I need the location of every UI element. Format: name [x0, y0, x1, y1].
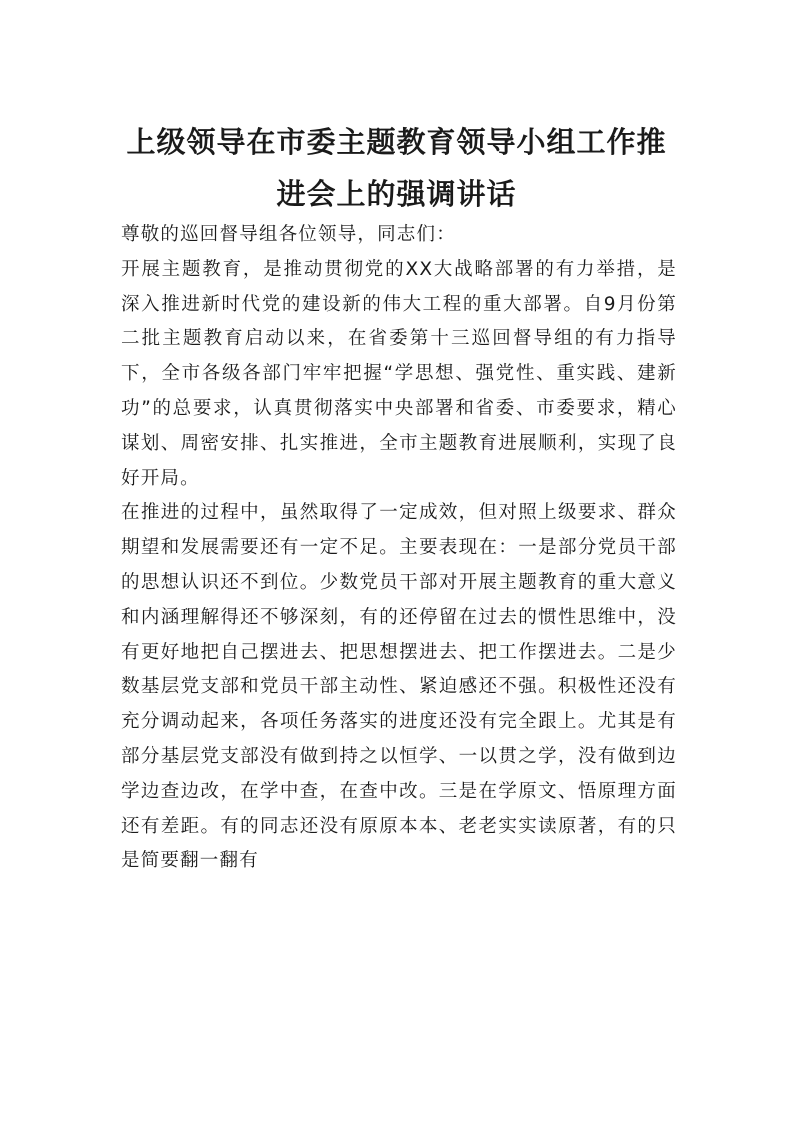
- paragraph-2: 在推进的过程中，虽然取得了一定成效，但对照上级要求、群众期望和发展需要还有一定不足。主要表现在：一是部分党员干部的思想认识还不到位。少数党员干部对开展主题教育的重大意义和内涵理解得还不够深刻，有的还停留在过去的惯性思维中，没有更好地把自己摆进去、把思想摆进去、把工作摆进去。二是少数基层党支部和党员干部主动性、紧迫感还不强。积极性还没有充分调动起来，各项任务落实的进度还没有完全跟上。尤其是有部分基层党支部没有做到持之以恒学、一以贯之学，没有做到边学边查边改，在学中查，在查中改。三是在学原文、悟原理方面还有差距。有的同志还没有原原本本、老老实实读原著，有的只是简要翻一翻有: [121, 502, 677, 872]
- document-title: [100, 116, 693, 220]
- salutation: 尊敬的巡回督导组各位领导，同志们：: [121, 224, 456, 245]
- document-body: [121, 218, 677, 879]
- paragraph-1: 开展主题教育，是推动贯彻党的XX大战略部署的有力举措，是深入推进新时代党的建设新的伟大工程的重大部署。自9月份第二批主题教育启动以来，在省委第十三巡回督导组的有力指导下，全市各级各部门牢牢把握“学思想、强党性、重实践、建新功”的总要求，认真贯彻落实中央部署和省委、市委要求，精心谋划、周密安排、扎实推进，全市主题教育进展顺利，实现了良好开局。: [121, 258, 677, 489]
- title-line-1: 上级领导在市委主题教育领导小组工作推: [126, 125, 667, 159]
- title-line-2: 进会上的强调讲话: [276, 177, 517, 211]
